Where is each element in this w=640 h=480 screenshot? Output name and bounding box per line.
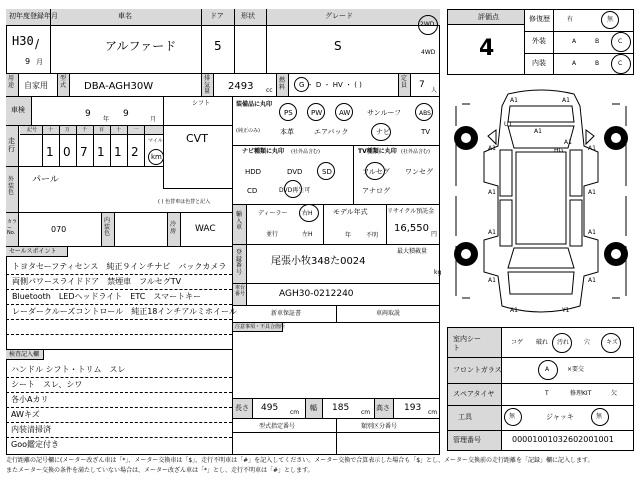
inspector-line-1: ハンドル シフト・トリム スレ	[11, 365, 126, 374]
recycle-unit: 円	[431, 231, 438, 238]
navi-sd-circle	[317, 162, 335, 180]
diagram-mark-12: A1	[588, 229, 596, 236]
navi-sd: SD	[322, 168, 332, 176]
mileage-place-header: 百	[99, 127, 105, 133]
mileage-digit: 2	[131, 145, 139, 159]
navi-dvd-playable: DVD再生可	[279, 187, 311, 194]
capacity-label: 定員	[401, 75, 408, 89]
score-value: 4	[479, 36, 495, 61]
width-label: 幅	[310, 404, 317, 412]
ext-grade-b: B	[595, 38, 600, 45]
width-value: 185	[332, 403, 350, 413]
equipment-title: 装備品に丸印	[236, 101, 273, 108]
tools-value-circle	[504, 408, 522, 426]
class-number-label: 類別区分番号	[361, 423, 398, 430]
navi-title: ナビ種類に丸印	[242, 148, 285, 155]
capacity-unit: 人	[431, 87, 438, 94]
import-right-hand-circle	[299, 204, 319, 222]
fuel-options: G ・ D ・ HV ・ ( )	[299, 81, 362, 89]
inspection-year: 9	[85, 109, 91, 119]
diagram-mark-9: A1	[488, 189, 496, 196]
navi-cd: CD	[247, 187, 258, 195]
front-glass-ok: A	[545, 366, 550, 373]
color-label: カラーNo.	[7, 219, 18, 236]
repair-no: 無	[607, 16, 614, 23]
use-label: 用途	[8, 75, 15, 89]
model-year-unit: 年	[345, 232, 352, 239]
equip-ps: PS	[284, 109, 293, 117]
mileage-digit: 7	[80, 145, 88, 159]
equip-airbag: エアバック	[314, 128, 349, 136]
equip-sunroof: サンルーフ	[367, 109, 402, 117]
tools-value: 無	[509, 413, 516, 420]
mileage-marker-label: 記号	[27, 127, 38, 133]
int-grade-b: B	[595, 60, 600, 67]
car-name-value: アルファード	[105, 39, 177, 53]
exterior-label: 外装色	[8, 176, 15, 197]
mileage-place-header: 十	[48, 127, 54, 133]
height-value: 193	[404, 403, 422, 413]
diagram-mark-14: A1	[588, 277, 596, 284]
diagram-mark-3: U1	[504, 121, 513, 128]
equip-aw: AW	[339, 109, 351, 117]
spare-kit: 修理KIT	[570, 390, 592, 397]
displacement-label: 排気量	[204, 75, 211, 96]
new-warranty-label: 新車保証書	[271, 310, 302, 317]
int-grade-c-circle	[611, 54, 631, 74]
equipment-subtitle: (純正のみ)	[236, 128, 260, 134]
manage-value: 00001001032602001001	[512, 435, 614, 444]
inspector-line-2: シート スレ、シワ	[11, 380, 83, 389]
score-label: 評価点	[478, 13, 499, 21]
footer-line-1: 走行距離の記号欄に(メーター改ざん車は「*」、メーター交換車は「$」、走行不明車は「#」を記入してください。メーター交換で合算表示した場合も「$」とし、メーター交換前の走行距離を「記録」欄に記入します。	[6, 457, 594, 464]
displacement-unit: cc	[266, 87, 273, 94]
model-value: DBA-AGH30W	[84, 81, 154, 92]
equip-aw-circle	[335, 103, 353, 121]
ext-grade-c: C	[618, 38, 623, 45]
equip-pw-circle	[307, 103, 325, 121]
equip-navi: ナビ	[376, 128, 390, 136]
inspector-line-6: Goo鑑定付き	[11, 440, 59, 449]
load-unit: kg	[434, 269, 442, 276]
inspection-label: 車検	[11, 106, 25, 114]
points-line-3: Bluetooth LEDヘッドライト ETC スマートキー	[12, 292, 202, 301]
model-label: 型式	[60, 75, 67, 89]
doors-value: 5	[214, 39, 222, 53]
front-glass-ng: ×要交	[567, 366, 585, 373]
length-value: 495	[261, 403, 279, 413]
inspector-line-5: 内装清掃済	[11, 425, 51, 434]
fuel-label: 燃料	[279, 77, 286, 91]
grade-label: グレード	[325, 12, 353, 20]
type-number-label: 型式指定番号	[259, 423, 296, 430]
doors-label: ドア	[210, 12, 224, 20]
width-unit: cm	[361, 409, 371, 416]
registration-label: 登録番号	[236, 249, 243, 276]
tv-fullseg-circle	[365, 162, 385, 180]
height-unit: cm	[428, 409, 438, 416]
use-value: 自家用	[24, 81, 48, 90]
model-year-value: 不明	[366, 232, 379, 239]
footer-line-2: またメーター交換の条件を満たしていない場合は、メーター改ざん車は「*」とし、走行不明車は「#」とします。	[6, 467, 314, 474]
reg-slash: /	[35, 37, 40, 51]
spare-t: T	[545, 390, 549, 397]
navi-note: (社外品含む)	[291, 149, 320, 155]
equip-navi-circle	[371, 123, 391, 141]
mileage-digit: 1	[97, 145, 105, 159]
reg-month: 9	[25, 57, 31, 66]
exterior-note: ( ) 色替車は色替と記入	[158, 199, 211, 205]
import-left-hand: 左H	[302, 231, 313, 238]
diagram-mark-10: A1	[588, 189, 596, 196]
spare-label: スペアタイヤ	[453, 390, 495, 398]
equip-abs: ABS	[419, 110, 431, 117]
mileage-unit-km: km	[151, 153, 162, 161]
exterior-grade-label: 外装	[532, 37, 546, 45]
equip-pw: PW	[311, 109, 323, 117]
registration-value: 尾張小牧348た0024	[271, 256, 366, 267]
import-dealer: ディーラー	[258, 210, 288, 217]
int-grade-a: A	[572, 60, 577, 67]
points-line-2: 両側パワースライドドア 禁煙車 フルセグTV	[12, 277, 182, 286]
diagram-mark-5: A1	[488, 145, 496, 152]
jack-value: 無	[596, 413, 603, 420]
diagram-mark-11: A1	[488, 229, 496, 236]
color-value: 070	[51, 225, 67, 234]
exterior-value: パール	[32, 175, 59, 185]
inspector-line-4: AWキズ	[11, 410, 40, 419]
shift-label: シフト	[192, 100, 211, 107]
navi-dvd: DVD	[287, 168, 303, 176]
inspection-month-unit: 月	[150, 116, 157, 123]
mileage-place-header: 千	[82, 127, 88, 133]
equip-ps-circle	[279, 103, 297, 121]
seat-scratch-circle	[601, 333, 621, 353]
mileage-place-header: 一	[133, 127, 139, 133]
seat-scratch: キズ	[606, 339, 618, 346]
repair-no-circle	[601, 11, 619, 29]
import-right-hand: 右H	[302, 210, 313, 217]
length-unit: cm	[290, 409, 300, 416]
model-year-label: モデル年式	[333, 208, 368, 216]
ac-label: 冷房	[170, 221, 177, 235]
points-label: セールスポイント	[9, 248, 57, 255]
ext-grade-a: A	[572, 38, 577, 45]
points-line-4: レーダークルーズコントロール 純正18インチアルミホイール	[12, 307, 237, 316]
tv-fullseg: フルセグ	[362, 168, 390, 176]
int-grade-c: C	[618, 60, 623, 67]
equip-abs-circle	[415, 103, 433, 121]
repair-yes: 有	[567, 16, 574, 23]
height-label: 高さ	[376, 404, 390, 412]
mileage-unit-mile: マイル	[148, 138, 163, 144]
import-label: 輸入車	[236, 211, 243, 232]
mileage-km-circle	[148, 149, 164, 165]
navi-hdd: HDD	[245, 168, 262, 176]
seat-hole: 穴	[584, 339, 591, 346]
jack-label: ジャッキ	[546, 413, 574, 421]
mileage-label: 走行	[8, 137, 15, 153]
diagram-mark-16: Y1	[562, 307, 570, 314]
body-type-label: 形状	[241, 12, 255, 20]
equip-tv: TV	[421, 128, 431, 136]
import-parallel: 並行	[266, 231, 279, 238]
diagram-mark-4: A1	[534, 128, 542, 135]
points-line-1: トヨタセーフティセンス 純正９インチナビ バックカメラ	[12, 262, 227, 271]
chassis-label: 車台番号	[235, 285, 246, 297]
diagram-mark-1: A1	[510, 97, 518, 104]
equip-leather: 本革	[280, 128, 294, 136]
length-label: 長さ	[235, 404, 249, 412]
grade-value: S	[334, 39, 342, 53]
ac-value: WAC	[195, 224, 216, 234]
manage-label: 管理番号	[453, 436, 481, 444]
spare-none: 欠	[611, 390, 618, 397]
recycle-label: リサイクル預託金	[387, 208, 435, 215]
notes-label: 注意事項・不具合箇所	[235, 324, 286, 330]
drive-4wd: 4WD	[421, 49, 436, 56]
mileage-place-header: 万	[65, 127, 71, 133]
reg-year-label: 初年度登録年月	[9, 12, 58, 20]
repair-label: 修復歴	[529, 15, 550, 23]
shift-value: CVT	[186, 132, 208, 145]
chassis-value: AGH30-0212240	[279, 289, 354, 299]
reg-year: H30	[12, 34, 34, 48]
mileage-digit: 1	[114, 145, 122, 159]
load-label: 最大積載量	[397, 248, 428, 255]
inspection-month: 9	[123, 109, 129, 119]
mileage-place-header: 十	[116, 127, 122, 133]
reg-month-unit: 月	[36, 58, 43, 66]
drive-2wd: 2WD	[420, 21, 435, 28]
ext-grade-c-circle	[611, 32, 631, 52]
capacity-value: 7	[419, 80, 425, 90]
interior-color-label: 内装色	[104, 217, 111, 238]
diagram-mark-7: A1	[564, 139, 572, 146]
front-glass-label: フロントガラス	[453, 366, 502, 374]
tv-oneseg: ワンセグ	[405, 168, 433, 176]
tv-analog: アナログ	[362, 187, 390, 195]
seat-dirt: 汚れ	[557, 339, 570, 346]
navi-dvd-playable-circle	[284, 180, 302, 198]
tools-label: 工具	[458, 413, 472, 421]
manual-label: 車両取説	[376, 310, 401, 317]
seat-dirt-circle	[552, 333, 572, 353]
car-name-label: 車名	[118, 12, 132, 20]
tv-title: TV種類に丸印	[358, 148, 397, 155]
tv-note: (社外品含む)	[401, 149, 430, 155]
front-glass-ok-circle	[538, 360, 558, 380]
jack-value-circle	[591, 408, 609, 426]
mileage-digit: 0	[63, 145, 71, 159]
diagram-mark-13: A1	[488, 277, 496, 284]
fuel-selected-circle	[294, 77, 309, 92]
mileage-digit: 1	[46, 145, 54, 159]
diagram-mark-2: A1	[562, 97, 570, 104]
diagram-mark-6: A1	[588, 145, 596, 152]
inspector-label: 検査記入欄	[9, 351, 40, 358]
displacement-value: 2493	[228, 81, 254, 92]
seat-tear: 破れ	[536, 339, 549, 346]
interior-grade-label: 内装	[532, 59, 546, 67]
car-damage-diagram	[448, 86, 634, 322]
diagram-mark-8: HG	[554, 147, 564, 154]
inspector-line-3: 各小Aカリ	[11, 395, 49, 404]
recycle-value: 16,550	[394, 223, 429, 234]
seat-scorch: コゲ	[511, 339, 524, 346]
interior-seat-label: 室内シート	[453, 335, 481, 353]
diagram-mark-15: A1	[510, 307, 518, 314]
inspection-year-unit: 年	[103, 116, 110, 123]
